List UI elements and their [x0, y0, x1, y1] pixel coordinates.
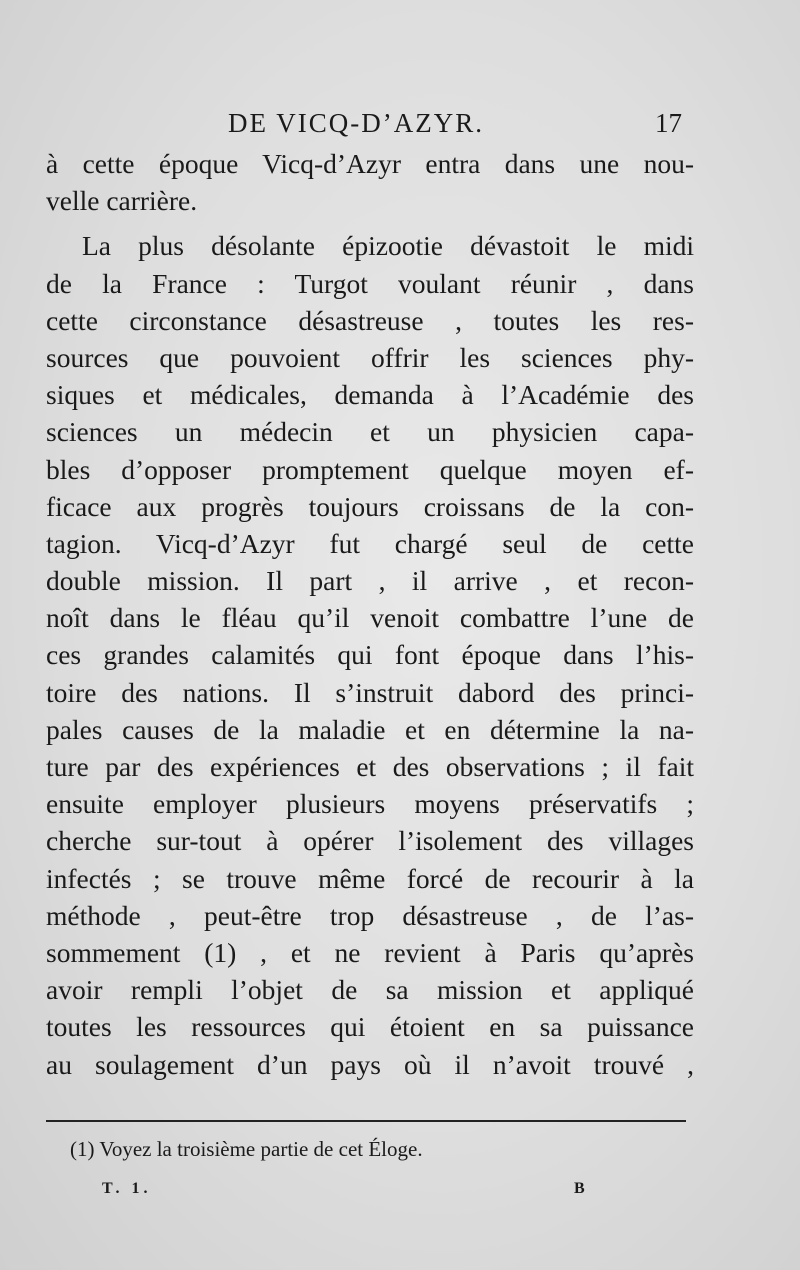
footnote-divider: [46, 1120, 686, 1122]
page-number: 17: [655, 108, 682, 138]
text-line: tagion. Vicq-d’Azyr fut chargé seul de cette: [46, 527, 694, 559]
text-line: de la France : Turgot voulant réunir , dans: [46, 267, 694, 299]
text-line: toire des nations. Il s’instruit dabord des princi-: [46, 676, 694, 708]
text-line: ture par des expériences et des observations ; il fait: [46, 751, 694, 782]
main-text: [46, 145, 694, 1083]
text-line: velle carrière.: [46, 185, 198, 217]
text-line: La plus désolante épizootie dévastoit le midi: [82, 230, 694, 262]
paragraph-2: [46, 227, 694, 1082]
paragraph-1: [46, 145, 694, 219]
text-line: cherche sur-tout à opérer l’isolement des villages: [46, 825, 694, 857]
text-line: sources que pouvoient offrir les sciences phy-: [46, 341, 694, 373]
gathering-signature: B: [574, 1180, 585, 1197]
text-line: toutes les ressources qui étoient en sa puissance: [46, 1011, 694, 1043]
running-title: DE VICQ-D’AZYR.: [228, 108, 484, 138]
text-line: avoir rempli l’objet de sa mission et appliqué: [46, 974, 694, 1006]
text-line: infectés ; se trouve même forcé de recourir à la: [46, 862, 694, 894]
text-line: noît dans le fléau qu’il venoit combattre l’une de: [46, 602, 694, 634]
text-line: à cette époque Vicq-d’Azyr entra dans une nou-: [46, 148, 694, 179]
footnote: (1) Voyez la troisième partie de cet Éloge.: [70, 1137, 423, 1161]
text-line: ficace aux progrès toujours croissans de la con-: [46, 490, 694, 522]
text-line: double mission. Il part , il arrive , et recon-: [46, 565, 694, 597]
text-line: pales causes de la maladie et en détermine la na-: [46, 713, 694, 745]
volume-mark: T. 1.: [102, 1180, 152, 1197]
text-line: sommement (1) , et ne revient à Paris qu’après: [46, 936, 694, 968]
text-line: bles d’opposer promptement quelque moyen ef-: [46, 453, 694, 485]
text-line: au soulagement d’un pays où il n’avoit trouvé ,: [46, 1048, 694, 1080]
text-line: cette circonstance désastreuse , toutes les res-: [46, 304, 694, 336]
text-line: ensuite employer plusieurs moyens préservatifs ;: [46, 788, 694, 820]
text-line: siques et médicales, demanda à l’Académie des: [46, 379, 694, 411]
text-line: méthode , peut-être trop désastreuse , de l’as-: [46, 899, 694, 931]
text-line: ces grandes calamités qui font époque dans l’his-: [46, 639, 694, 671]
text-line: sciences un médecin et un physicien capa-: [46, 416, 694, 448]
